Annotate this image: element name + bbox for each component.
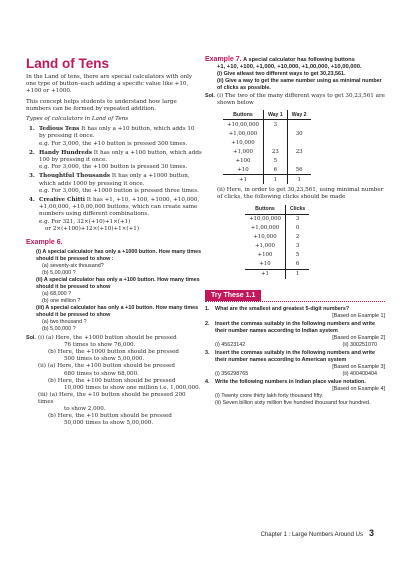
page-footer: [261, 528, 374, 538]
item-name: Thoughtful Thousands: [39, 173, 111, 180]
intro-paragraph-2: This concept helps students to understand how large numbers can be formed by repeated addition.: [26, 98, 177, 112]
question-part: (b) one million ?: [42, 298, 81, 305]
table-row: +1 1: [245, 269, 309, 279]
column-header: Clicks: [285, 205, 309, 215]
calculator-types-list: [26, 126, 202, 233]
item-example: e.g. For 3,000, the +1000 button is pressed three times.: [39, 187, 199, 194]
right-column: [205, 56, 385, 408]
column-header: Way 2: [287, 110, 310, 120]
solution-label: Sol.: [205, 93, 215, 100]
solution: Sol. (i) The two of the many different ways to get 30,23,561 are shown below: [205, 93, 385, 107]
table-header-row: [245, 205, 309, 215]
list-item: 4. Creative Chitti It has +1, +10, +100, +1000, +10,000, +1,00,000, +10,00,000 buttons, which can create same numbers using different combinations. e.g. For 321, 32×(+10)+1×(+1) or 2×(+100)+12×(+10)+1×(+1): [26, 197, 202, 233]
chapter-label: Chapter 1 : Large Numbers Around Us: [260, 532, 363, 538]
try-these-banner: Try These 1.1: [205, 290, 261, 301]
item-name: Handy Hundreds: [39, 149, 92, 156]
solution-label: Sol.: [26, 335, 36, 342]
reference: [Based on Example 3]: [332, 363, 385, 370]
question: (i) A special calculator has only a +1000 button. How many times should it be pressed to show :: [36, 249, 202, 263]
table-row: +1,000 23 23: [223, 147, 311, 156]
table-row: +1,00,000 0: [245, 224, 309, 233]
example-6-title: Example 6.: [26, 239, 63, 247]
section-title: Land of Tens: [26, 56, 109, 71]
item-example-2: or 2×(+100)+12×(+10)+1×(+1): [45, 225, 139, 232]
calculator-buttons: +1, +10, +100, +1,000, +10,000, +1,00,000, +10,00,000.: [217, 64, 362, 71]
list-item: 3. Thoughtful Thousands It has only a +1000 button, which adds 1000 by pressing it once. e.g. For 3,000, the +1000 button is pressed three times.: [26, 173, 202, 195]
table-row: +100 5: [245, 251, 309, 260]
question-part: (a) 68,000 ?: [42, 291, 72, 298]
table-row: +10,00,000 3: [245, 214, 309, 224]
column-header: Way 1: [263, 110, 287, 120]
question-part: (a) seventy-six thousand?: [42, 263, 104, 270]
divider: [205, 301, 385, 302]
clicks-table: [245, 205, 309, 279]
table-row: +100 5: [223, 156, 311, 165]
question-part: (b) 5,00,000 ?: [42, 326, 76, 333]
table-row: +10 6: [245, 260, 309, 270]
exercise-question: 1. What are the smallest and greatest 5-digit numbers? [Based on Example 1]: [205, 305, 385, 319]
reference: [Based on Example 1]: [332, 312, 385, 319]
reference: [Based on Example 4]: [332, 385, 385, 392]
sub-parts: (i) 45623142 (ii) 300251070: [215, 341, 377, 348]
solution: Sol. (i) (a) Here, the +1000 button should be pressed 76 times to show 76,000. (b) Here, the +1000 button should be pressed 500 times to show 5,00,000. (ii) (a) Here, the +100 button should be pressed 680 times to show 68,000. (b) Here, the +100 button should be pressed 10,000 times to show one million i.e. 1,000,000. (iii) (a) Here, the +10 button should be pressed 200 times to show 2,000. (b) Here, the +10 button should be pressed 50,000 times to show 5,00,000.: [26, 335, 201, 427]
example-7-title: Example 7.: [205, 56, 242, 63]
question-part: (b) 5,00,000 ?: [42, 270, 76, 277]
exercise-question: 3. Insert the commas suitably in the following numbers and write their number names according to American system [Based on Example 3] (i) 356298765 (ii) 400400404: [205, 349, 385, 377]
question: (iii) A special calculator has only a +10 button. How many times should it be pressed to show: [36, 305, 199, 319]
solution-part: (ii) Here, in order to get 30,23,561, using minimal number of clicks, the following clicks should be made: [217, 187, 384, 201]
list-item: 1. Tedious Tens It has only a +10 button, which adds 10 by pressing it once. e.g. For 3,000, the +10 button is pressed 300 times.: [26, 126, 202, 148]
question: (ii) Give a way to get the same number using as minimal number of clicks as possible.: [217, 78, 382, 92]
table-row: +10 6 56: [223, 165, 311, 175]
page-number: 3: [368, 528, 374, 538]
table-row: +1 1 1: [223, 175, 311, 185]
sub-parts: (i) 356298765 (ii) 400400404: [215, 370, 377, 377]
reference: [Based on Example 2]: [332, 334, 385, 341]
example-7-heading: Example 7. A special calculator has following buttons: [205, 56, 355, 63]
table-row: +10,000: [223, 138, 311, 147]
exercise-question: 2. Insert the commas suitably in the following numbers and write their number names according to Indian system [Based on Example 2] (i) 45623142 (ii) 300251070: [205, 320, 385, 348]
left-column: [26, 46, 202, 427]
table-row: +1,00,000 30: [223, 129, 311, 138]
item-name: Creative Chitti: [39, 197, 85, 204]
intro-paragraph: In the Land of tens, there are special calculators with only one type of button–each adding a specific value like +10, +100 or +1000.: [26, 74, 193, 95]
list-item: 2. Handy Hundreds It has only a +100 button, which adds 100 by pressing it once. e.g. For 3,000, the +100 button is pressed 30 times.: [29, 149, 202, 171]
column-header: Buttons: [223, 110, 263, 120]
item-example: e.g. For 3,000, the +10 button is pressed 300 times.: [39, 140, 188, 147]
item-name: Tedious Tens: [39, 126, 80, 133]
exercise-question: 4. Write the following numbers in Indian place value notation. [Based on Example 4] (i) Twenty crore thirty lakh forty thousand fifty. (ii) Seven billion sixty million five hundred thousand four hundred.: [205, 378, 385, 406]
item-example: e.g. For 3,000, the +100 button is pressed 30 times.: [39, 164, 188, 171]
question: (ii) A special calculator has only a +100 button. How many times should it be pressed to show: [36, 277, 200, 291]
types-heading: Types of calculators in Land of Tens: [26, 116, 129, 123]
table-row: +1,000 3: [245, 242, 309, 251]
ways-table: [223, 110, 311, 184]
column-header: Buttons: [245, 205, 285, 215]
question-part: (a) two thousand ?: [42, 319, 87, 326]
question: (i) Give atleast two different ways to get 30,23,561.: [217, 71, 346, 78]
table-row: +10,00,000 3: [223, 120, 311, 130]
table-header-row: [223, 110, 311, 120]
table-row: +10,000 2: [245, 233, 309, 242]
item-example: e.g. For 321, 32×(+10)+1×(+1): [39, 218, 131, 225]
